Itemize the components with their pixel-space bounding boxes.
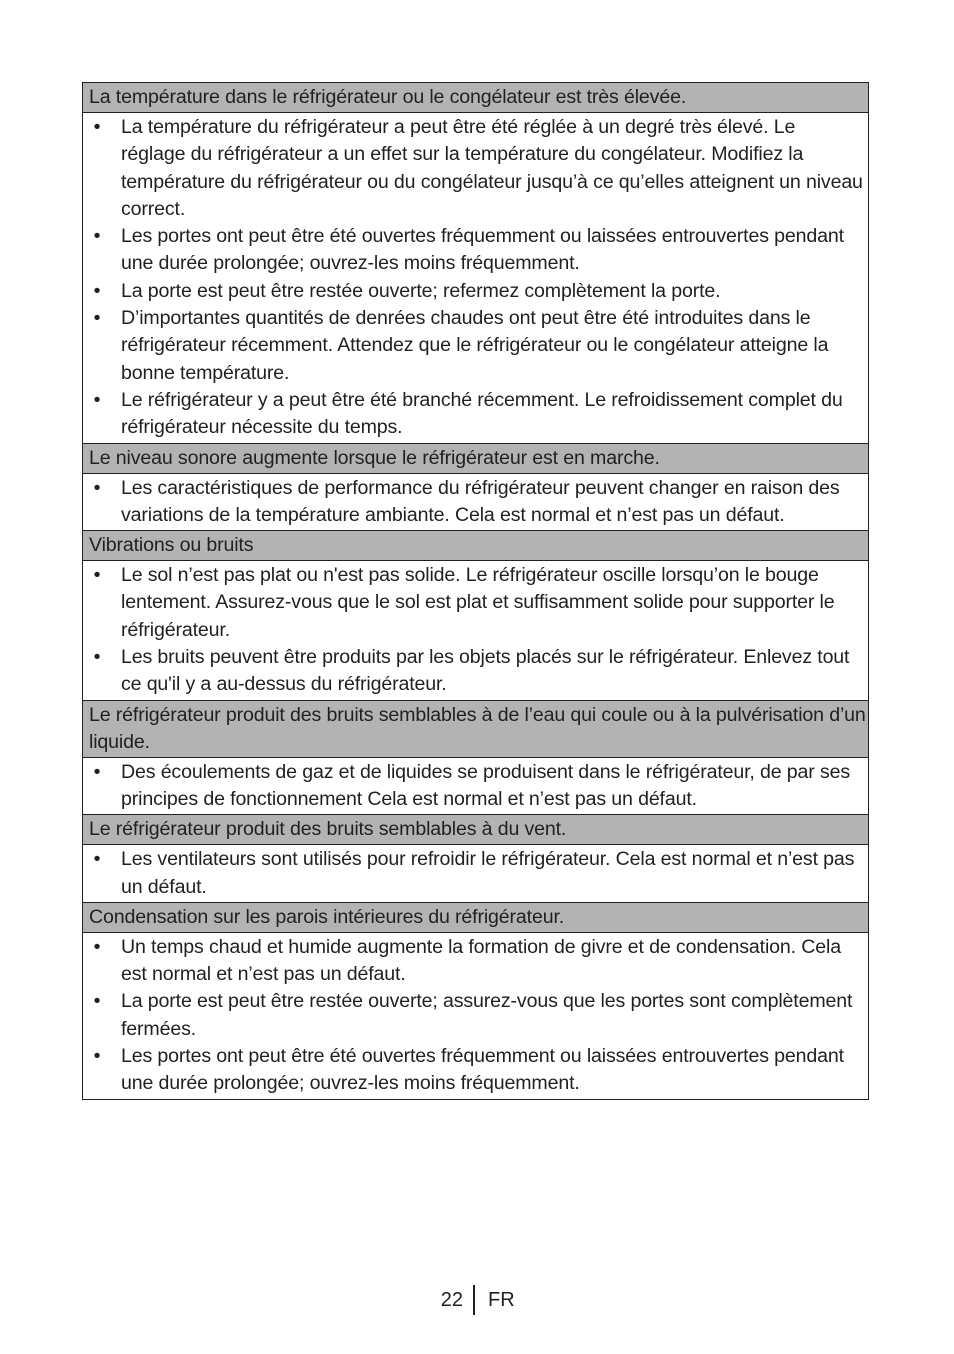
list-item-text: Les ventilateurs sont utilisés pour refroidir le réfrigérateur. Cela est normal et n’est pas un défaut. — [121, 848, 855, 898]
footer-divider — [473, 1285, 475, 1315]
bullet-icon: • — [93, 848, 101, 871]
section-header: Le niveau sonore augmente lorsque le réfrigérateur est en marche. — [83, 443, 869, 473]
bullet-list — [83, 759, 864, 814]
list-item-text: Les caractéristiques de performance du réfrigérateur peuvent changer en raison des variations de la température ambiante. Cela est normal et n’est pas un défaut. — [121, 476, 840, 526]
list-item-text: Les bruits peuvent être produits par les objets placés sur le réfrigérateur. Enlevez tout ce qu'il y a au-dessus du réfrigérateur. — [121, 646, 850, 696]
list-item — [83, 475, 864, 530]
section-body-row — [83, 845, 869, 903]
bullet-icon: • — [93, 990, 101, 1013]
bullet-icon: • — [93, 646, 101, 669]
list-item-text: La porte est peut être restée ouverte; refermez complètement la porte. — [121, 279, 721, 302]
list-item-text: Des écoulements de gaz et de liquides se produisent dans le réfrigérateur, de par ses principes de fonctionnement Cela est normal et n’est pas un défaut. — [121, 760, 850, 810]
section-body-row — [83, 932, 869, 1099]
list-item-text: D’importantes quantités de denrées chaudes ont peut être été introduites dans le réfrigérateur récemment. Attendez que le réfrigérateur ou le congélateur atteigne la bonne température. — [121, 307, 829, 384]
list-item — [83, 759, 864, 814]
bullet-icon: • — [93, 388, 101, 411]
list-item-text: Un temps chaud et humide augmente la formation de givre et de condensation. Cela est normal et n’est pas un défaut. — [121, 935, 841, 986]
section-body-row — [83, 113, 869, 444]
list-item — [83, 846, 864, 901]
list-item — [83, 278, 864, 305]
section-body-row — [83, 473, 869, 531]
section-header-row — [83, 902, 869, 932]
bullet-icon: • — [93, 760, 101, 783]
list-item-text: Le réfrigérateur y a peut être été branché récemment. Le refroidissement complet du réfrigérateur nécessite du temps. — [121, 388, 843, 439]
list-item-text: Le sol n’est pas plat ou n'est pas solide. Le réfrigérateur oscille lorsqu’on le bouge lentement. Assurez-vous que le sol est plat et suffisamment solide pour supporter le réfrigérateur. — [121, 564, 835, 641]
bullet-icon: • — [93, 116, 101, 138]
troubleshooting-table — [82, 82, 869, 1100]
list-item — [83, 223, 864, 278]
bullet-list — [83, 562, 864, 698]
bullet-list — [83, 475, 864, 530]
table-body — [83, 83, 869, 1100]
bullet-icon: • — [93, 476, 101, 499]
bullet-icon: • — [93, 225, 101, 248]
section-header-row — [83, 531, 869, 561]
list-item-text: La porte est peut être restée ouverte; assurez-vous que les portes sont complètement fermées. — [121, 990, 853, 1040]
section-header: Condensation sur les parois intérieures du réfrigérateur. — [83, 902, 869, 932]
page-language: FR — [488, 1289, 515, 1311]
list-item — [83, 305, 864, 387]
bullet-icon: • — [93, 935, 101, 958]
section-header: Le réfrigérateur produit des bruits semblables à de l’eau qui coule ou à la pulvérisation d’un liquide. — [83, 700, 869, 757]
section-header-row — [83, 815, 869, 845]
page-footer — [0, 1285, 954, 1315]
section-header-row — [83, 443, 869, 473]
list-item-text: La température du réfrigérateur a peut être été réglée à un degré très élevé. Le réglage du réfrigérateur a un effet sur la température du congélateur. Modifiez la température du réfrigérateur ou du congélateur jusqu’à ce qu’elles atteignent un niveau correct. — [121, 116, 863, 220]
section-header: La température dans le réfrigérateur ou le congélateur est très élevée. — [83, 83, 869, 113]
bullet-list — [83, 846, 864, 901]
list-item — [83, 988, 864, 1043]
section-header-row — [83, 83, 869, 113]
list-item — [83, 114, 864, 223]
list-item-text: Les portes ont peut être été ouvertes fréquemment ou laissées entrouvertes pendant une durée prolongée; ouvrez-les moins fréquemment. — [121, 1045, 844, 1095]
list-item-text: Les portes ont peut être été ouvertes fréquemment ou laissées entrouvertes pendant une durée prolongée; ouvrez-les moins fréquemment. — [121, 225, 844, 275]
bullet-icon: • — [93, 307, 101, 330]
section-header-row — [83, 700, 869, 757]
bullet-icon: • — [93, 564, 101, 587]
list-item — [83, 562, 864, 644]
section-header: Vibrations ou bruits — [83, 531, 869, 561]
list-item — [83, 644, 864, 699]
list-item — [83, 387, 864, 442]
section-header: Le réfrigérateur produit des bruits semblables à du vent. — [83, 815, 869, 845]
section-body-row — [83, 561, 869, 700]
list-item — [83, 934, 864, 989]
page-number: 22 — [440, 1289, 463, 1311]
bullet-list — [83, 114, 864, 442]
bullet-icon: • — [93, 279, 101, 302]
bullet-icon: • — [93, 1045, 101, 1068]
section-body-row — [83, 757, 869, 815]
bullet-list — [83, 934, 864, 1098]
list-item — [83, 1043, 864, 1098]
